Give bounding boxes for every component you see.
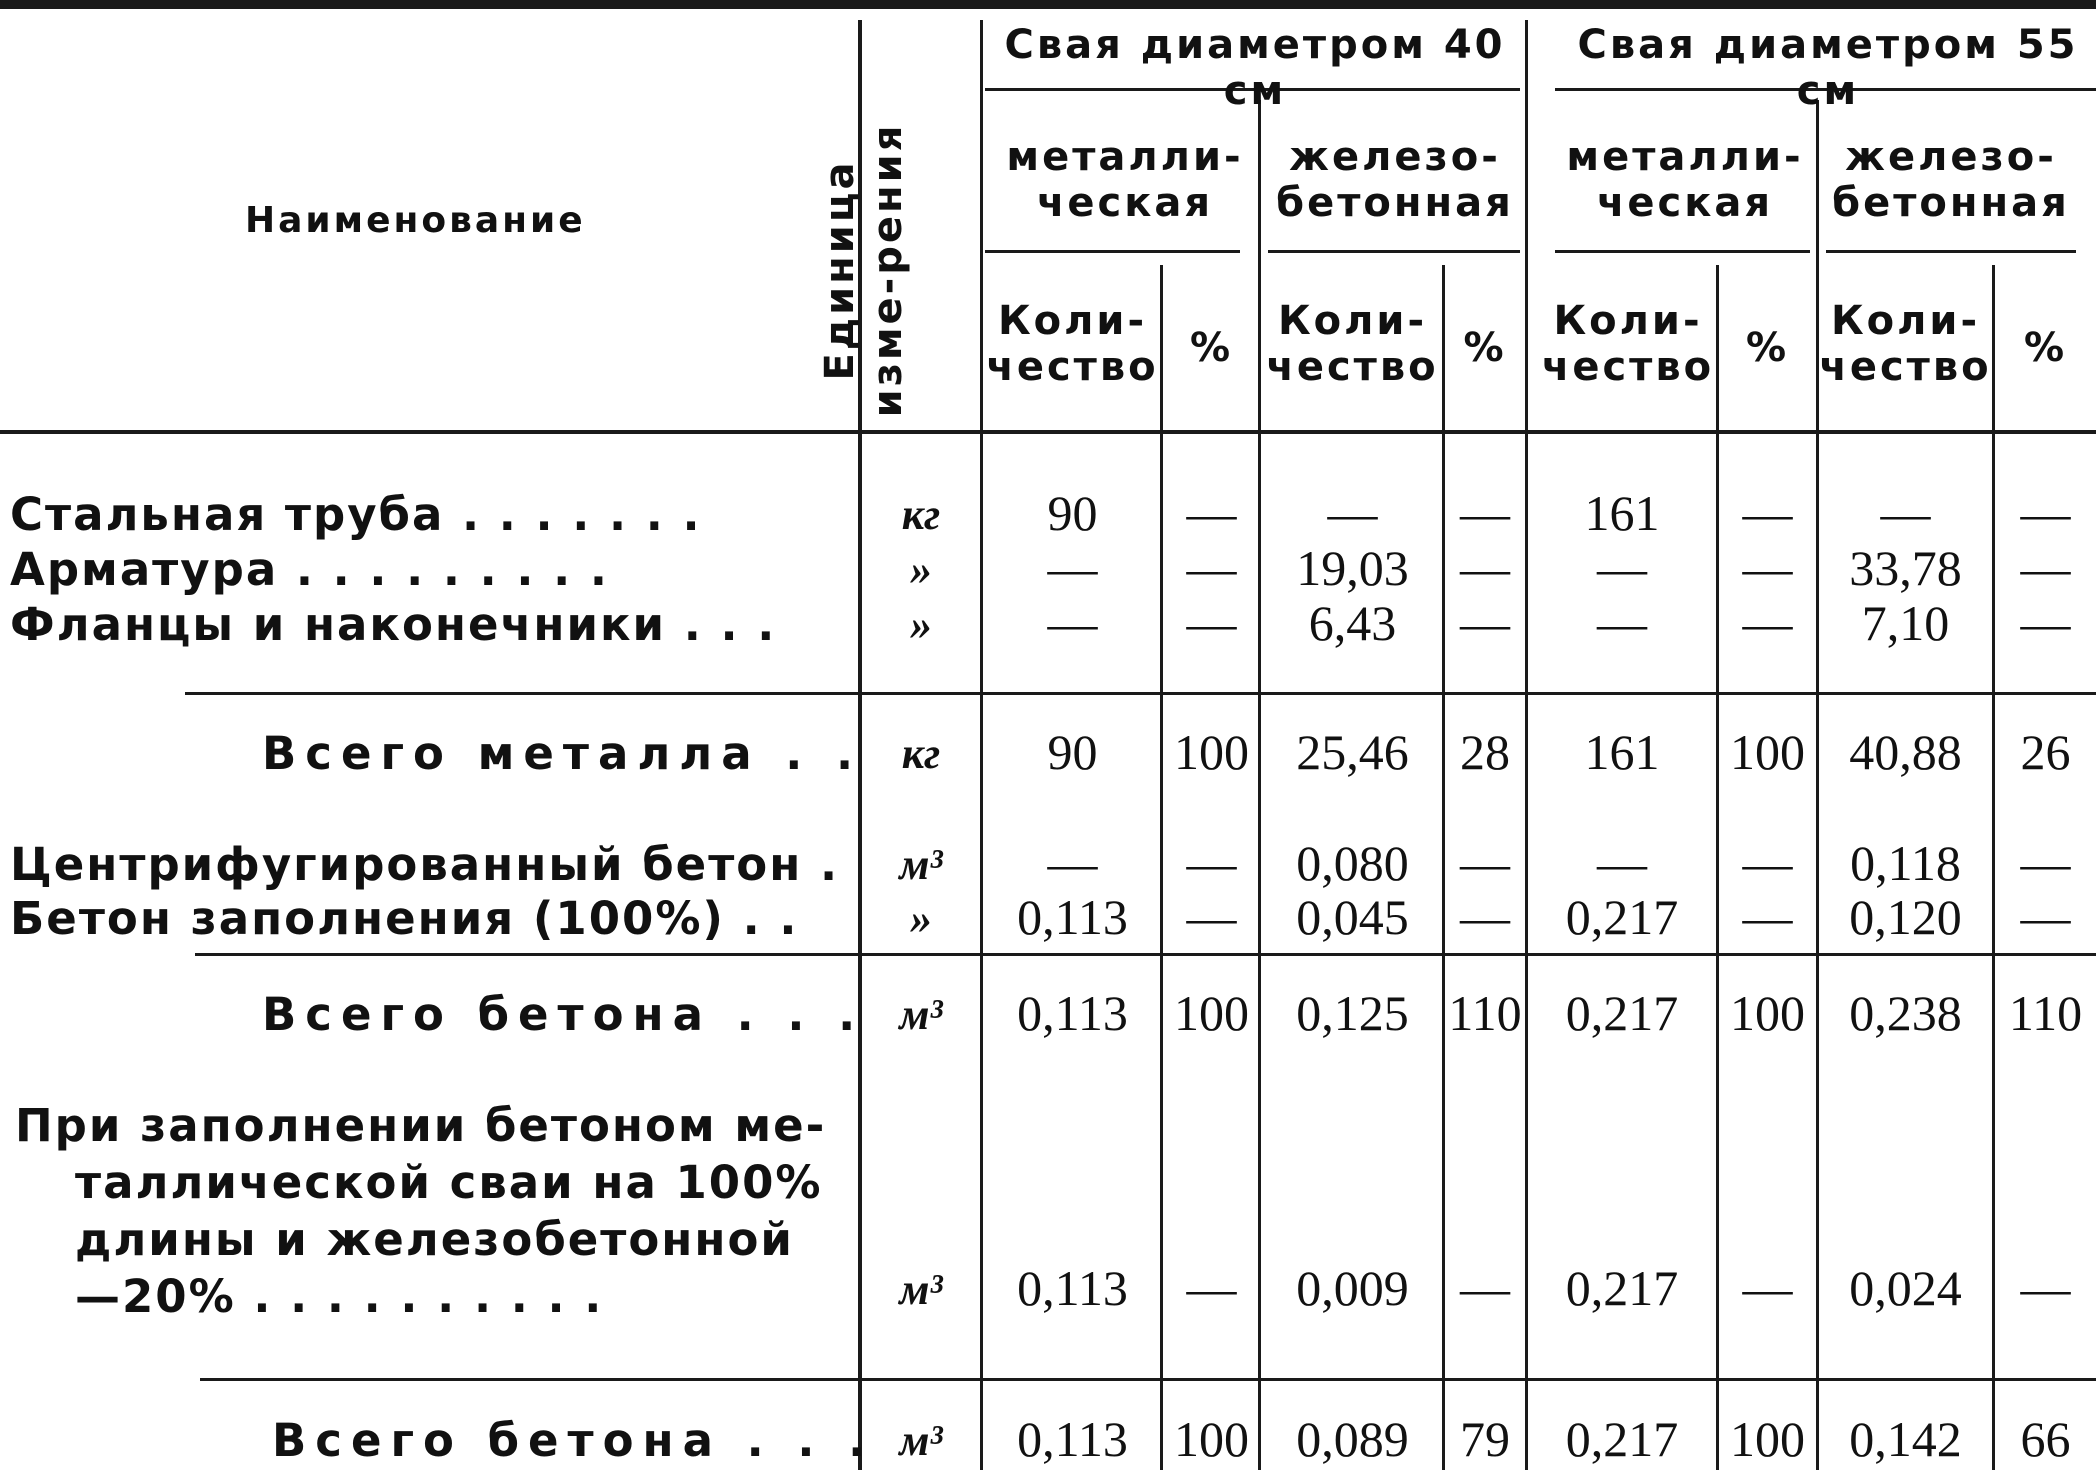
row-unit: »: [910, 894, 932, 943]
row-cell: —: [2020, 485, 2071, 541]
rc-40-header: железо-бетонная: [1276, 134, 1514, 226]
row-cell: 100: [1730, 724, 1805, 780]
qty-header: Коли-чество: [986, 298, 1159, 390]
row-cell: —: [1742, 835, 1793, 891]
row-cell: 0,089: [1296, 1411, 1409, 1467]
row-cell: 0,118: [1850, 835, 1961, 891]
row-cell: 25,46: [1296, 724, 1409, 780]
row-cell: —: [1460, 835, 1510, 891]
partial-fill-total-rule: [200, 1378, 2096, 1381]
row-unit: м³: [899, 840, 943, 889]
metal-total-rule: [185, 692, 2096, 695]
row-cell: 33,78: [1849, 540, 1962, 596]
row-name: Всего бетона . . .: [272, 1414, 875, 1467]
top-rule: [0, 0, 2096, 9]
row-unit: »: [910, 600, 932, 649]
row-cell: 0,238: [1849, 985, 1962, 1041]
qty-header: Коли-чество: [1541, 298, 1715, 390]
row-cell: 6,43: [1308, 595, 1397, 651]
row-cell: 100: [1174, 724, 1249, 780]
row-cell: —: [2020, 540, 2071, 596]
row-cell: 0,113: [1017, 1260, 1128, 1316]
row-cell: 79: [1460, 1411, 1510, 1467]
name-column-header: Наименование: [245, 200, 586, 241]
metal-55-header: металли-ческая: [1566, 134, 1804, 226]
row-cell: —: [1186, 835, 1237, 891]
row-name-line: При заполнении бетоном ме-: [15, 1099, 827, 1152]
row-unit: кг: [901, 490, 941, 539]
row-name-line: таллической сваи на 100%: [75, 1156, 823, 1209]
row-cell: 0,217: [1565, 1411, 1679, 1467]
row-cell: —: [1742, 595, 1793, 651]
row-cell: 0,113: [1017, 985, 1128, 1041]
row-cell: 100: [1174, 985, 1249, 1041]
row-cell: —: [2020, 1260, 2071, 1316]
unit-column-divider: [980, 20, 983, 1470]
row-cell: 40,88: [1849, 724, 1962, 780]
row-cell: 0,217: [1565, 1260, 1679, 1316]
row-cell: 19,03: [1296, 540, 1409, 596]
row-unit: м³: [899, 1265, 943, 1314]
rc-55-rule: [1826, 250, 2076, 253]
row-cell: 90: [1047, 724, 1098, 780]
row-cell: —: [1047, 595, 1098, 651]
row-cell: 0,120: [1849, 889, 1962, 945]
row-cell: —: [1742, 540, 1793, 596]
rc-40-rule: [1268, 250, 1520, 253]
pct-header: %: [1745, 325, 1790, 371]
row-cell: —: [1460, 540, 1510, 596]
row-cell: 100: [1174, 1411, 1249, 1467]
row-cell: 0,024: [1849, 1260, 1962, 1316]
row-cell: —: [1460, 1260, 1510, 1316]
row-name-line: —20% . . . . . . . . . .: [75, 1270, 604, 1323]
row-cell: 28: [1460, 724, 1510, 780]
row-name: Арматура . . . . . . . . .: [10, 543, 610, 596]
row-cell: —: [1597, 540, 1647, 596]
row-cell: —: [1460, 485, 1510, 541]
row-cell: —: [2020, 595, 2071, 651]
row-cell: —: [1597, 835, 1647, 891]
row-cell: 110: [2008, 985, 2083, 1041]
row-cell: 110: [1448, 985, 1522, 1041]
row-cell: 0,217: [1565, 985, 1679, 1041]
row-cell: 90: [1047, 485, 1098, 541]
row-cell: —: [1186, 540, 1237, 596]
row-cell: 0,113: [1017, 1411, 1128, 1467]
qty-header: Коли-чество: [1266, 298, 1439, 390]
row-cell: —: [2020, 889, 2071, 945]
row-cell: 7,10: [1861, 595, 1950, 651]
row-cell: 26: [2020, 724, 2071, 780]
row-cell: —: [1880, 485, 1931, 541]
row-cell: 100: [1730, 985, 1805, 1041]
metal-40-header: металли-ческая: [1006, 134, 1244, 226]
qty-header: Коли-чество: [1819, 298, 1992, 390]
row-name: Центрифугированный бетон .: [10, 838, 840, 891]
row-cell: —: [1186, 1260, 1237, 1316]
row-cell: —: [1742, 1260, 1793, 1316]
row-unit: м³: [899, 1416, 943, 1465]
metal-55-rule: [1555, 250, 1810, 253]
row-name: Бетон заполнения (100%) . .: [10, 892, 799, 945]
row-cell: —: [1047, 540, 1098, 596]
row-cell: 161: [1584, 724, 1660, 780]
row-cell: —: [1460, 889, 1510, 945]
row-cell: —: [1460, 595, 1510, 651]
row-cell: —: [1742, 889, 1793, 945]
row-cell: 0,113: [1017, 889, 1128, 945]
row-name: Всего металла . .: [262, 727, 863, 780]
header-bottom-rule: [0, 430, 2096, 434]
metal-40-rule: [985, 250, 1240, 253]
row-cell: 0,009: [1296, 1260, 1409, 1316]
row-cell: 161: [1584, 485, 1660, 541]
row-cell: —: [1742, 485, 1793, 541]
row-unit: м³: [899, 990, 943, 1039]
unit-column-header: Единица изме-рения: [817, 122, 911, 418]
row-name: Фланцы и наконечники . . .: [10, 598, 777, 651]
row-cell: 0,142: [1849, 1411, 1962, 1467]
row-cell: 0,045: [1296, 889, 1409, 945]
pct-header: %: [1463, 325, 1507, 371]
row-name: Стальная труба . . . . . . .: [10, 488, 702, 541]
rc-55-header: железо-бетонная: [1832, 134, 2070, 226]
row-cell: 66: [2020, 1411, 2071, 1467]
row-cell: 100: [1730, 1411, 1805, 1467]
row-unit: »: [910, 545, 932, 594]
concrete-total-rule: [195, 953, 2096, 956]
row-unit: кг: [901, 729, 941, 778]
row-cell: 0,217: [1565, 889, 1679, 945]
row-cell: —: [1047, 835, 1098, 891]
row-cell: —: [1327, 485, 1378, 541]
pct-header: %: [1189, 325, 1234, 371]
group-55-header: Свая диаметром 55 см: [1577, 22, 2079, 114]
row-cell: 0,080: [1296, 835, 1409, 891]
pct-header: %: [2023, 325, 2068, 371]
group-40-header: Свая диаметром 40 см: [1004, 22, 1506, 114]
row-cell: —: [1186, 485, 1237, 541]
row-name: Всего бетона . . .: [262, 988, 865, 1041]
row-cell: —: [2020, 835, 2071, 891]
row-cell: —: [1186, 889, 1237, 945]
row-cell: —: [1597, 595, 1647, 651]
row-name-line: длины и железобетонной: [75, 1213, 794, 1266]
row-cell: —: [1186, 595, 1237, 651]
row-cell: 0,125: [1296, 985, 1409, 1041]
